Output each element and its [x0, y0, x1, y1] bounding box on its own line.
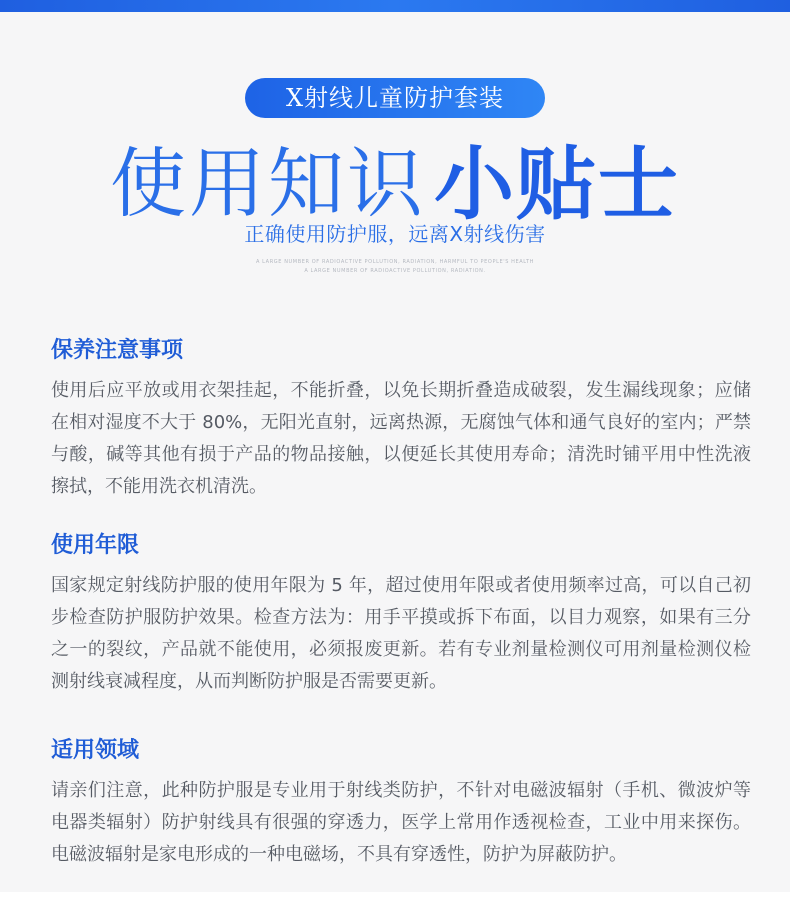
decorative-caption-line-1: A LARGE NUMBER OF RADIOACTIVE POLLUTION, RADIATION, HARMFUL TO PEOPLE'S HEALTH — [255, 259, 535, 265]
section-service-life — [51, 532, 751, 698]
product-title-pill: X射线儿童防护套装 — [245, 78, 545, 118]
page-headline — [0, 120, 790, 231]
section-title: 使用年限 — [51, 533, 140, 558]
section-maintenance — [51, 337, 751, 503]
decorative-caption-line-2: A LARGE NUMBER OF RADIOACTIVE POLLUTION, RADIATION. — [304, 268, 486, 274]
page-subtitle: 正确使用防护服，远离X射线伤害 — [244, 222, 546, 246]
section-title: 保养注意事项 — [51, 338, 184, 363]
top-accent-bar — [0, 0, 790, 12]
section-application — [51, 737, 751, 871]
bottom-strip — [0, 892, 790, 916]
section-body: 国家规定射线防护服的使用年限为 5 年，超过使用年限或者使用频率过高，可以自己初步检查防护服防护效果。检查方法为：用手平摸或拆下布面，以目力观察，如果有三分之一的裂纹，产品就不能使用，必须报废更新。若有专业剂量检测仪可用剂量检测仪检测射线衰减程度，从而判断防护服是否需要更新。 — [51, 575, 751, 692]
headline-thin-text: 使用知识 — [110, 139, 426, 228]
section-body: 请亲们注意，此种防护服是专业用于射线类防护，不针对电磁波辐射（手机、微波炉等电器类辐射）防护射线具有很强的穿透力，医学上常用作透视检查，工业中用来探伤。电磁波辐射是家电形成的一种电磁场，不具有穿透性，防护为屏蔽防护。 — [51, 780, 751, 865]
headline-bold-text: 小贴士 — [434, 138, 680, 231]
section-body: 使用后应平放或用衣架挂起，不能折叠，以免长期折叠造成破裂，发生漏线现象；应储在相对湿度不大于 80%，无阳光直射，远离热源，无腐蚀气体和通气良好的室内；严禁与酸，碱等其他有损于产品的物品接触，以便延长其使用寿命；清洗时铺平用中性洗液擦拭，不能用洗衣机清洗。 — [51, 380, 751, 497]
section-title: 适用领域 — [51, 738, 140, 763]
